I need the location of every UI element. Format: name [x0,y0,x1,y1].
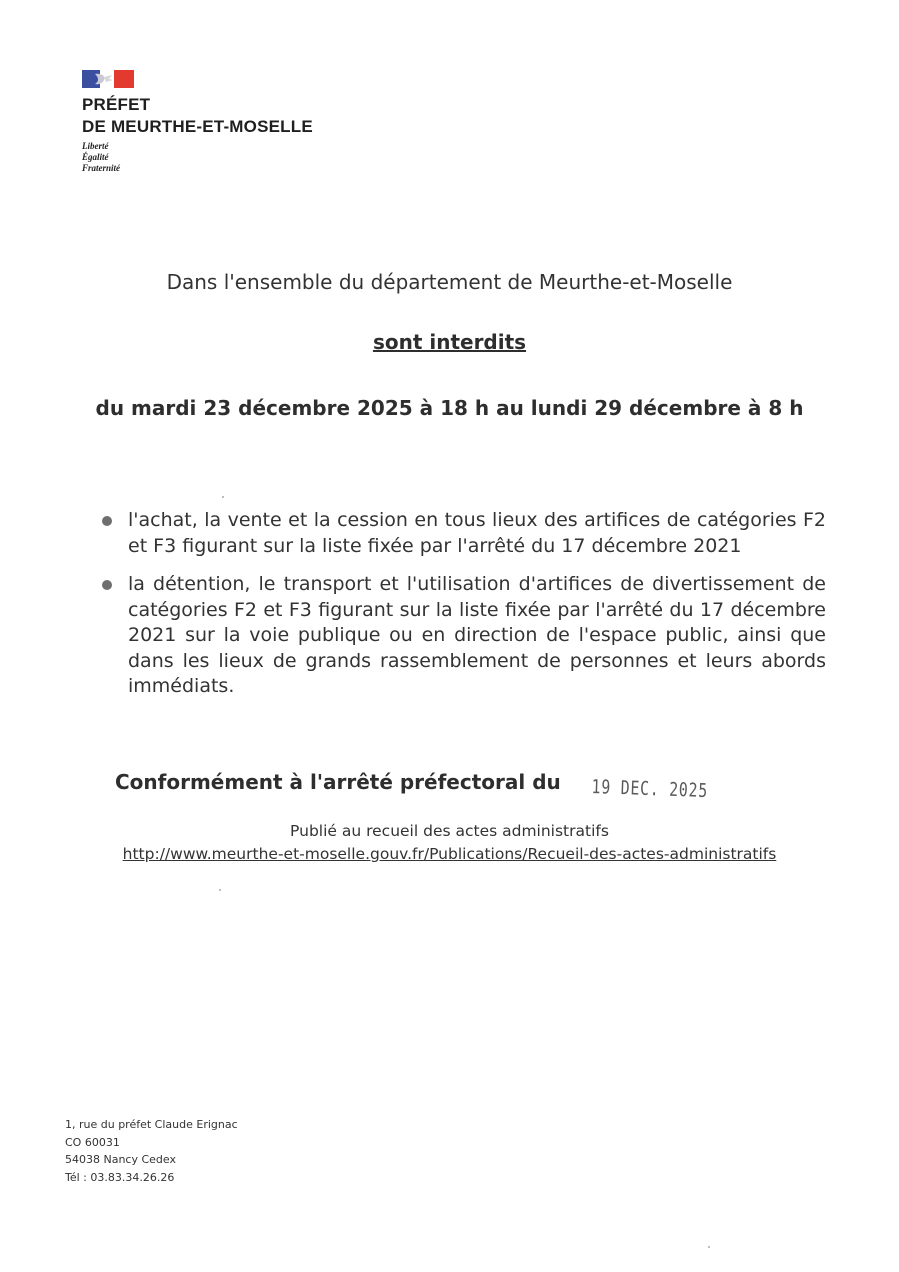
postal-address [65,1116,238,1186]
address-line: 54038 Nancy Cedex [65,1153,176,1166]
list-item-text: l'achat, la vente et la cession en tous lieux des artifices de catégories F2 et F3 figurant sur la liste fixée par l'arrêté du 17 décembre 2021 [128,509,826,557]
bullet-icon [102,580,112,590]
date-stamp: 19 DEC. 2025 [591,776,709,803]
motto-fraternite: Fraternité [82,163,121,173]
motto-egalite: Égalité [82,152,109,162]
motto-liberte: Liberté [82,141,109,151]
period-text: du mardi 23 décembre 2025 à 18 h au lundi 29 décembre à 8 h [95,396,804,420]
publication-link[interactable]: http://www.meurthe-et-moselle.gouv.fr/Publications/Recueil-des-actes-administratifs [122,845,777,863]
scan-speck [219,889,221,891]
list-item [100,572,826,700]
scan-speck [222,496,224,498]
prefect-title-line2: DE MEURTHE-ET-MOSELLE [82,117,313,136]
republic-motto [82,141,120,174]
intro-text: Dans l'ensemble du département de Meurthe-et-Moselle [166,270,733,294]
prohibitions-list [100,508,826,713]
address-line: CO 60031 [65,1135,120,1149]
prefect-title [82,94,313,138]
marianne-logo-icon [82,70,134,88]
list-item [100,508,826,559]
prefect-title-line1: PRÉFET [82,95,151,114]
conformity-text: Conformément à l'arrêté préfectoral du [115,770,561,794]
bullet-icon [102,516,112,526]
address-line: 1, rue du préfet Claude Erignac [65,1118,238,1131]
publication-text: Publié au recueil des actes administratifs [290,822,609,840]
forbidden-heading: sont interdits [372,330,527,354]
list-item-text: la détention, le transport et l'utilisation d'artifices de divertissement de catégories F2 et F3 figurant sur la liste fixée par l'arrêté du 17 décembre 2021 sur la voie publique ou en direction de l'espace public, ainsi que dans les lieux de grands rassemblement de personnes et leurs abords immédiats. [128,573,826,697]
address-line: Tél : 03.83.34.26.26 [65,1170,175,1184]
scan-speck [708,1246,710,1248]
